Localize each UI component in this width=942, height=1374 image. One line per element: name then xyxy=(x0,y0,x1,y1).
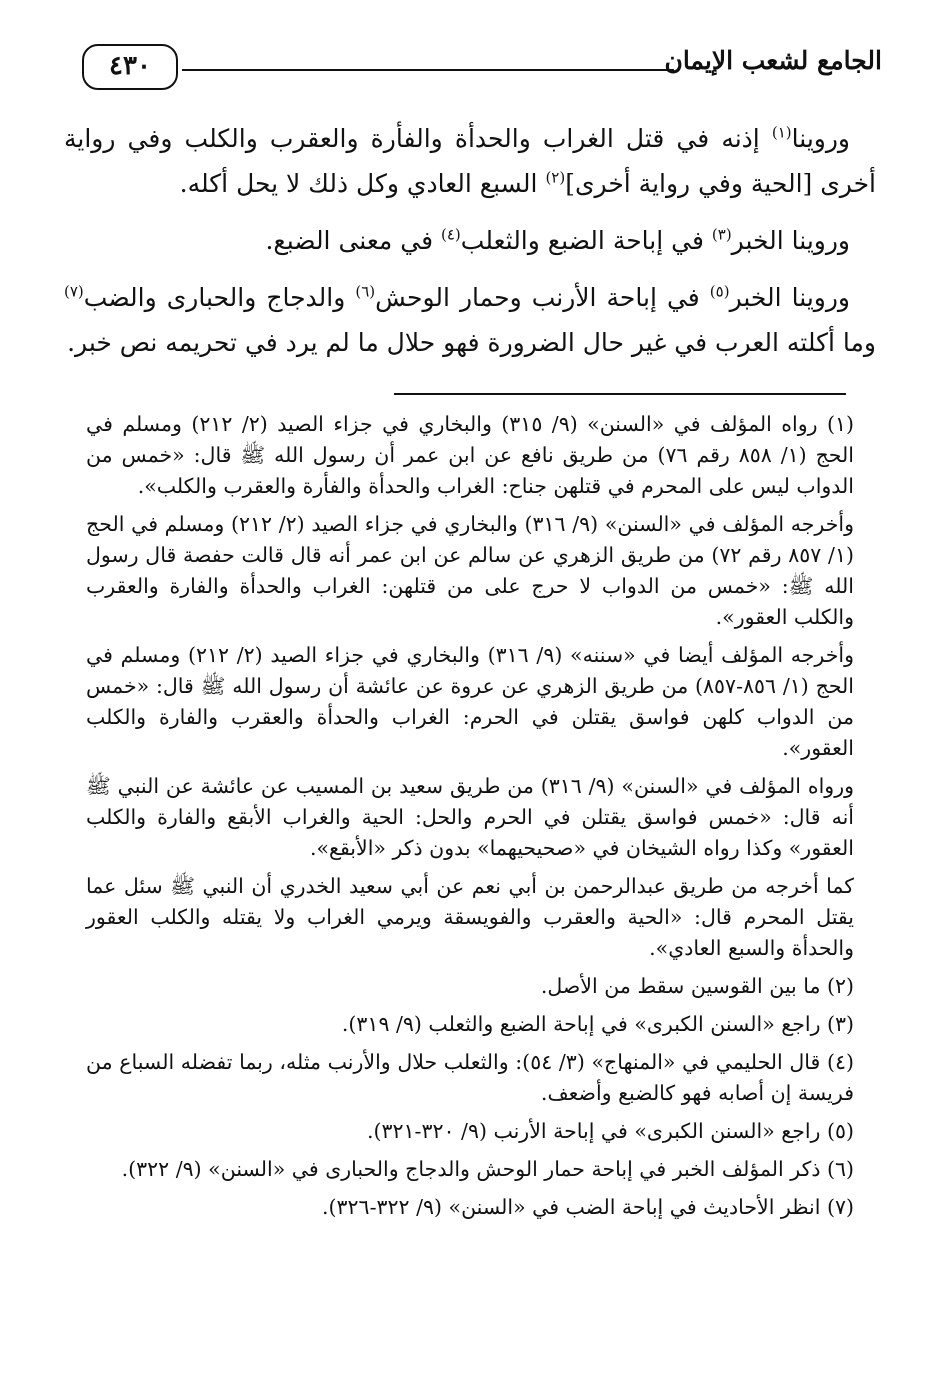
footnote-1-part-4: ورواه المؤلف في «السنن» (٩/ ٣١٦) من طريق سعيد بن المسيب عن عائشة عن النبي ﷺ أنه قال: «خمس فواسق يقتلن في الحرم والحل: الحية والغراب الأبقع والفارة والكلب العقور» وكذا رواه الشيخان في «صحيحيهما» بدون ذكر «الأبقع». xyxy=(86,774,854,860)
footnote-ref-2[interactable]: (٢) xyxy=(545,168,566,187)
text-span: وما أكلته العرب في غير حال الضرورة فهو حلال ما لم يرد في تحريمه نص خبر. xyxy=(67,328,876,357)
main-paragraph-3 xyxy=(64,275,876,365)
header-rule xyxy=(182,69,674,71)
footnote-divider xyxy=(394,393,846,395)
text-span: السبع العادي وكل ذلك لا يحل أكله. xyxy=(179,169,546,198)
footnote-3: (٣) راجع «السنن الكبرى» في إباحة الضبع والثعلب (٩/ ٣١٩). xyxy=(341,1012,854,1036)
footnotes xyxy=(86,409,854,1230)
footnote-7: (٧) انظر الأحاديث في إباحة الضب في «السنن» (٩/ ٣٢٢-٣٢٦). xyxy=(322,1195,854,1219)
text-span: في معنى الضبع. xyxy=(265,226,441,255)
footnote-ref-3[interactable]: (٣) xyxy=(711,225,732,244)
footnote-ref-1[interactable]: (١) xyxy=(771,123,792,142)
book-title: الجامع لشعب الإيمان xyxy=(664,46,882,75)
footnote-6: (٦) ذكر المؤلف الخبر في إباحة حمار الوحش والدجاج والحبارى في «السنن» (٩/ ٣٢٢). xyxy=(121,1157,854,1181)
text-span: في إباحة الضبع والثعلب xyxy=(460,226,712,255)
text-span: إذنه في قتل الغراب والحدأة والفأرة والعقرب والكلب وفي رواية أخرى [الحية وفي رواية أخرى] xyxy=(64,124,876,198)
footnote-1-part-5: كما أخرجه من طريق عبدالرحمن بن أبي نعم عن أبي سعيد الخدري أن النبي ﷺ سئل عما يقتل المحرم قال: «الحية والعقرب والفويسقة ويرمي الغراب ولا يقتله والكلب العقور والحدأة والسبع العادي». xyxy=(86,874,854,960)
footnote-5: (٥) راجع «السنن الكبرى» في إباحة الأرنب (٩/ ٣٢٠-٣٢١). xyxy=(366,1119,854,1143)
page-header xyxy=(58,40,882,98)
text-span: في إباحة الأرنب وحمار الوحش xyxy=(375,283,710,312)
footnote-ref-7[interactable]: (٧) xyxy=(64,282,84,301)
text-span: والدجاج والحبارى والضب xyxy=(83,283,356,312)
footnote-ref-5[interactable]: (٥) xyxy=(709,282,730,301)
footnote-1-part-3: وأخرجه المؤلف أيضا في «سننه» (٩/ ٣١٦) والبخاري في جزاء الصيد (٢/ ٢١٢) ومسلم في الحج (١/ ٨٥٦-٨٥٧) من طريق الزهري عن عروة عن عائشة أن رسول الله ﷺ قال: «خمس من الدواب كلهن فواسق يقتلن في الحرم: الغراب والحدأة والعقرب والفارة والكلب العقور». xyxy=(86,643,855,760)
footnote-ref-6[interactable]: (٦) xyxy=(355,282,376,301)
main-paragraph-2 xyxy=(64,218,876,263)
footnote-2: (٢) ما بين القوسين سقط من الأصل. xyxy=(540,974,854,998)
main-paragraph-1 xyxy=(64,116,876,206)
main-text xyxy=(64,116,876,377)
footnote-4: (٤) قال الحليمي في «المنهاج» (٣/ ٥٤): والثعلب حلال والأرنب مثله، ربما تفضله السباع من فريسة إن أصابه فهو كالضبع وأضعف. xyxy=(86,1050,855,1105)
text-span: وروينا الخبر xyxy=(731,226,850,255)
footnote-1-part-2: وأخرجه المؤلف في «السنن» (٩/ ٣١٦) والبخاري في جزاء الصيد (٢/ ٢١٢) ومسلم في الحج (١/ ٨٥٧ رقم ٧٢) من طريق الزهري عن سالم عن ابن عمر أنه قال قالت حفصة قال رسول الله ﷺ: «خمس من الدواب لا حرج على من قتلهن: الغراب والحدأة والفارة والعقرب والكلب العقور». xyxy=(86,512,854,629)
footnote-1: (١) رواه المؤلف في «السنن» (٩/ ٣١٥) والبخاري في جزاء الصيد (٢/ ٢١٢) ومسلم في الحج (١/ ٨٥٨ رقم ٧٦) من طريق نافع عن ابن عمر أن رسول الله ﷺ قال: «خمس من الدواب ليس على المحرم في قتلهن جناح: الغراب والحدأة والفأرة والعقرب والكلب». xyxy=(86,412,854,498)
text-span: وروينا الخبر xyxy=(729,283,851,312)
text-span: وروينا xyxy=(791,124,850,153)
footnote-ref-4[interactable]: (٤) xyxy=(440,225,461,244)
page-number: ٤٣٠ xyxy=(82,44,178,90)
